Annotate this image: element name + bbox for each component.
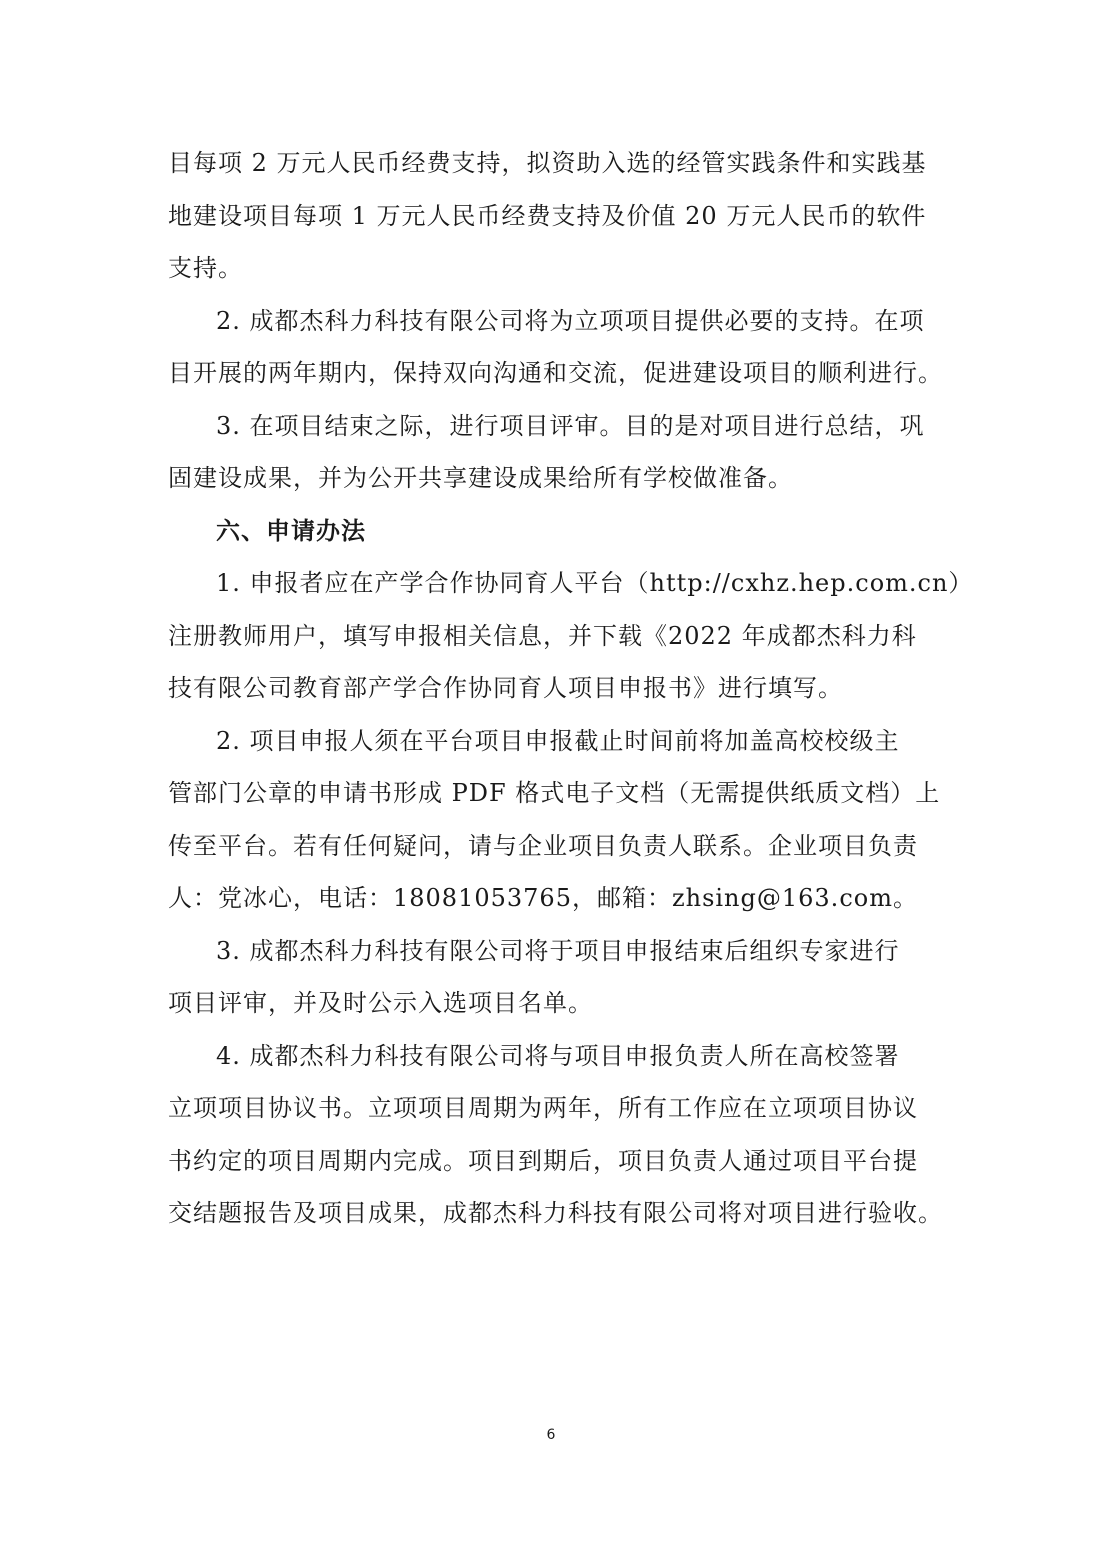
section6-item-4-paragraph bbox=[168, 1030, 943, 1240]
section6-item-2-paragraph bbox=[168, 715, 941, 925]
section-heading: 六、申请办法 bbox=[216, 516, 366, 545]
text-line: 立项项目协议书。立项项目周期为两年，所有工作应在立项项目协议 bbox=[168, 1094, 918, 1122]
section6-item-1-paragraph bbox=[168, 557, 974, 715]
text-line: 3. 成都杰科力科技有限公司将于项目申报结束后组织专家进行 bbox=[216, 936, 900, 965]
text-line: 管部门公章的申请书形成 PDF 格式电子文档（无需提供纸质文档）上 bbox=[168, 779, 941, 807]
text-line: 支持。 bbox=[168, 254, 243, 282]
intro-paragraph bbox=[168, 137, 938, 295]
item-3-paragraph bbox=[168, 400, 938, 505]
text-line: 3. 在项目结束之际，进行项目评审。目的是对项目进行总结，巩 bbox=[216, 411, 925, 440]
text-line: 人：党冰心，电话：18081053765，邮箱：zhsing@163.com。 bbox=[168, 884, 918, 912]
document-body bbox=[168, 137, 974, 1240]
text-line: 传至平台。若有任何疑问，请与企业项目负责人联系。企业项目负责 bbox=[168, 831, 918, 860]
text-line: 技有限公司教育部产学合作协同育人项目申报书》进行填写。 bbox=[168, 674, 843, 702]
text-line: 2. 成都杰科力科技有限公司将为立项项目提供必要的支持。在项 bbox=[216, 306, 925, 335]
text-line: 目开展的两年期内，保持双向沟通和交流，促进建设项目的顺利进行。 bbox=[168, 359, 943, 387]
text-line: 目每项 2 万元人民币经费支持，拟资助入选的经管实践条件和实践基 bbox=[168, 149, 927, 177]
text-line: 注册教师用户，填写申报相关信息，并下载《2022 年成都杰科力科 bbox=[168, 621, 917, 650]
text-line: 1. 申报者应在产学合作协同育人平台（http://cxhz.hep.com.cn） bbox=[216, 569, 974, 597]
text-line: 地建设项目每项 1 万元人民币经费支持及价值 20 万元人民币的软件 bbox=[168, 201, 927, 230]
text-line: 交结题报告及项目成果，成都杰科力科技有限公司将对项目进行验收。 bbox=[168, 1199, 943, 1227]
section6-item-3-paragraph bbox=[168, 925, 938, 1030]
page-number: 6 bbox=[546, 1427, 556, 1443]
text-line: 项目评审，并及时公示入选项目名单。 bbox=[168, 989, 593, 1017]
text-line: 2. 项目申报人须在平台项目申报截止时间前将加盖高校校级主 bbox=[216, 726, 900, 755]
text-line: 固建设成果，并为公开共享建设成果给所有学校做准备。 bbox=[168, 464, 793, 492]
item-2-paragraph bbox=[168, 295, 943, 400]
text-line: 4. 成都杰科力科技有限公司将与项目申报负责人所在高校签署 bbox=[216, 1041, 900, 1070]
text-line: 书约定的项目周期内完成。项目到期后，项目负责人通过项目平台提 bbox=[168, 1146, 918, 1175]
